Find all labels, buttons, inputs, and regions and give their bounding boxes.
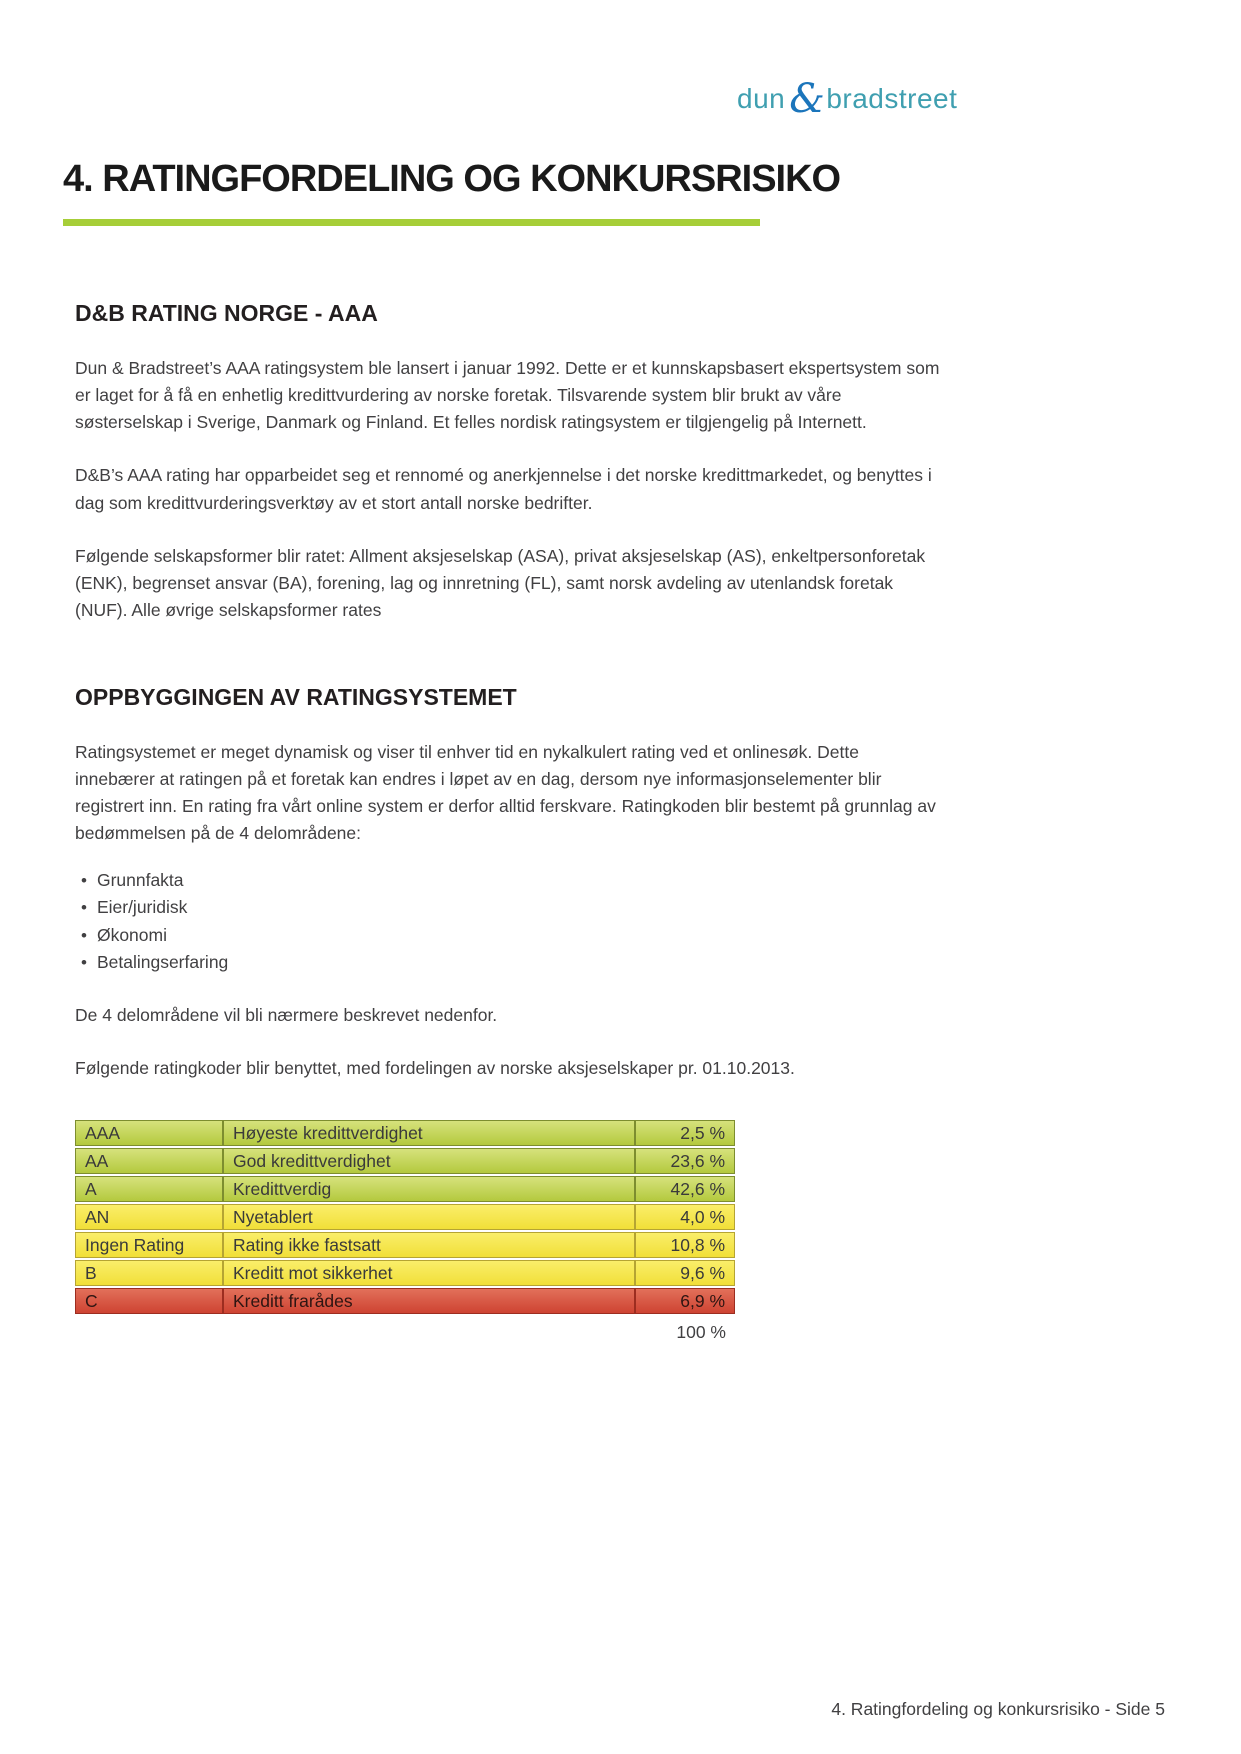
rating-value-cell: 42,6 %	[635, 1176, 735, 1202]
list-item-label: Grunnfakta	[96, 869, 184, 890]
rating-label-cell: Kredittverdig	[223, 1176, 635, 1202]
rating-areas-list	[75, 868, 970, 977]
list-item	[81, 868, 970, 894]
rating-value-cell: 2,5 %	[635, 1120, 735, 1146]
page-footer: 4. Ratingfordeling og konkursrisiko - Side 5	[831, 1699, 1165, 1719]
table-row	[75, 1260, 735, 1286]
rating-code-cell: Ingen Rating	[75, 1232, 223, 1258]
list-item	[81, 950, 970, 976]
rating-label-cell: Rating ikke fastsatt	[223, 1232, 635, 1258]
rating-code-cell: A	[75, 1176, 223, 1202]
logo-text-bradstreet: bradstreet	[826, 83, 958, 114]
paragraph: Dun & Bradstreet’s AAA ratingsystem ble lansert i januar 1992. Dette er et kunnskapsbasert ekspertsystem som er laget for å få en enhetlig kredittvurdering av norske foretak. Tilsvarende system blir brukt av våre søsterselskap i Sverige, Danmark og Finland. Et felles nordisk ratingsystem er tilgjengelig på Internett.	[75, 358, 940, 433]
section-heading-db-rating-norge: D&B RATING NORGE - AAA	[75, 300, 378, 326]
rating-value-cell: 9,6 %	[635, 1260, 735, 1286]
rating-distribution-table	[75, 1120, 735, 1343]
logo-text-dun: dun	[737, 83, 786, 114]
bullet-icon: •	[81, 953, 87, 973]
bullet-icon: •	[81, 870, 87, 890]
table-row	[75, 1204, 735, 1230]
bullet-icon: •	[81, 898, 87, 918]
list-item	[81, 895, 970, 921]
title-accent-bar	[63, 219, 760, 226]
list-item-label: Betalingserfaring	[96, 952, 229, 973]
rating-code-cell: C	[75, 1288, 223, 1314]
list-item	[81, 923, 970, 949]
rating-code-cell: B	[75, 1260, 223, 1286]
section-heading-oppbyggingen: OPPBYGGINGEN AV RATINGSYSTEMET	[75, 684, 517, 710]
rating-label-cell: Kreditt mot sikkerhet	[223, 1260, 635, 1286]
table-total: 100 %	[676, 1322, 726, 1343]
paragraph: Ratingsystemet er meget dynamisk og viser til enhver tid en nykalkulert rating ved et onlinesøk. Dette innebærer at ratingen på et foretak kan endres i løpet av en dag, dersom nye informasjonselementer blir registrert inn. En rating fra vårt online system er derfor alltid ferskvare. Ratingkoden blir bestemt på grunnlag av bedømmelsen på de 4 delområdene:	[75, 742, 936, 844]
rating-label-cell: Nyetablert	[223, 1204, 635, 1230]
table-row	[75, 1176, 735, 1202]
list-item-label: Eier/juridisk	[96, 897, 188, 918]
rating-value-cell: 4,0 %	[635, 1204, 735, 1230]
rating-label-cell: Kreditt frarådes	[223, 1288, 635, 1314]
paragraph: De 4 delområdene vil bli nærmere beskrevet nedenfor.	[75, 1005, 498, 1026]
paragraph: Følgende selskapsformer blir ratet: Allment aksjeselskap (ASA), privat aksjeselskap (AS), enkeltpersonforetak (ENK), begrenset ansvar (BA), forening, lag og innretning (FL), samt norsk avdeling av utenlandsk foretak (NUF). Alle øvrige selskapsformer rates	[75, 545, 926, 620]
rating-code-cell: AAA	[75, 1120, 223, 1146]
page-content	[63, 0, 970, 1343]
rating-value-cell: 23,6 %	[635, 1148, 735, 1174]
page-title: 4. RATINGFORDELING OG KONKURSRISIKO	[63, 158, 841, 200]
rating-value-cell: 10,8 %	[635, 1232, 735, 1258]
table-row	[75, 1120, 735, 1146]
logo-ampersand-icon: &	[789, 76, 826, 122]
rating-code-cell: AN	[75, 1204, 223, 1230]
table-row	[75, 1288, 735, 1314]
bullet-icon: •	[81, 925, 87, 945]
rating-label-cell: Høyeste kredittverdighet	[223, 1120, 635, 1146]
paragraph: D&B’s AAA rating har opparbeidet seg et rennomé og anerkjennelse i det norske kredittmarkedet, og benyttes i dag som kredittvurderingsverktøy av et stort antall norske bedrifter.	[75, 465, 932, 513]
table-row	[75, 1148, 735, 1174]
list-item-label: Økonomi	[96, 924, 167, 945]
rating-code-cell: AA	[75, 1148, 223, 1174]
rating-label-cell: God kredittverdighet	[223, 1148, 635, 1174]
table-row	[75, 1232, 735, 1258]
rating-value-cell: 6,9 %	[635, 1288, 735, 1314]
paragraph: Følgende ratingkoder blir benyttet, med fordelingen av norske aksjeselskaper pr. 01.10.2013.	[75, 1058, 795, 1079]
